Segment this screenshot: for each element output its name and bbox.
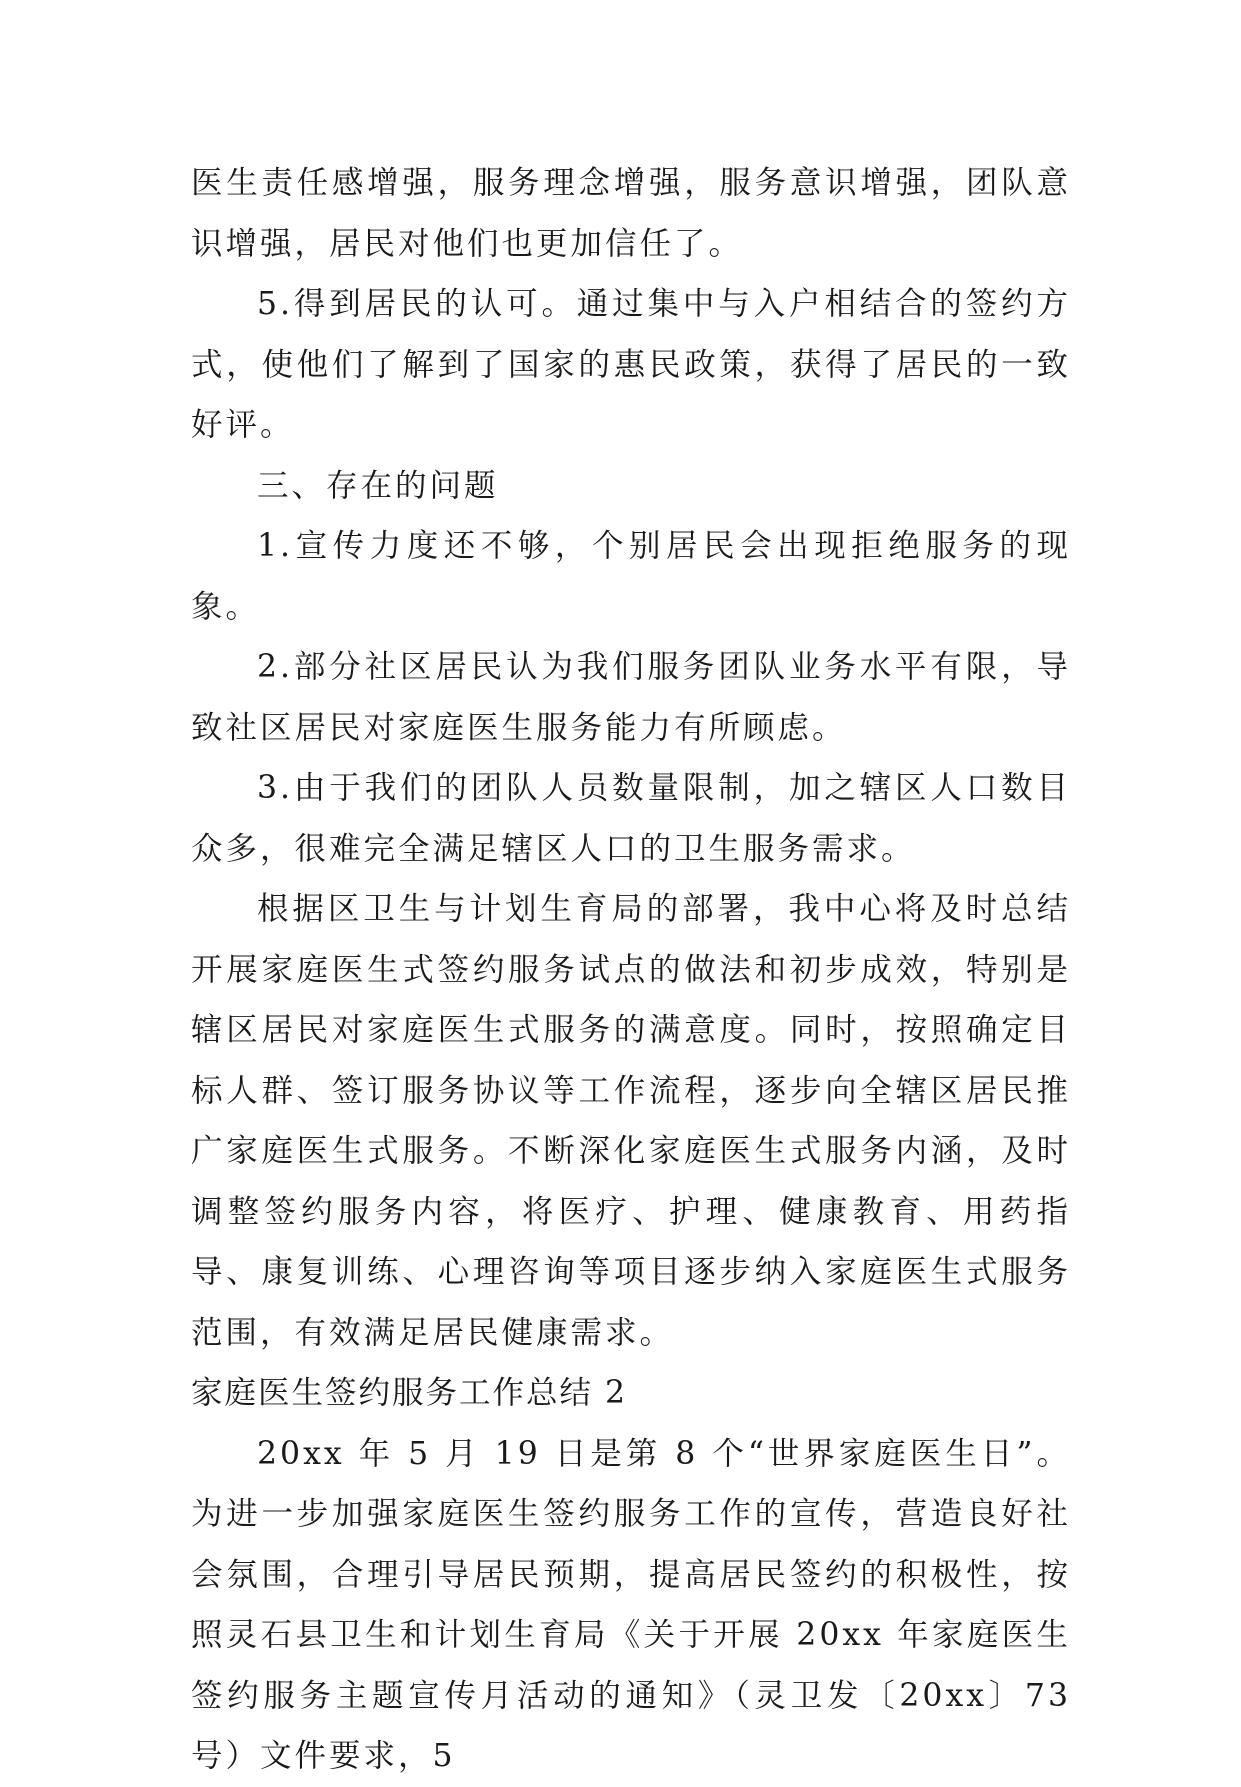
paragraph-plan: 根据区卫生与计划生育局的部署，我中心将及时总结开展家庭医生式签约服务试点的做法和初步成效，特别是辖区居民对家庭医生式服务的满意度。同时，按照确定目标人群、签订服务协议等工作流程，逐步向全辖区居民推广家庭医生式服务。不断深化家庭医生式服务内涵，及时调整签约服务内容，将医疗、护理、健康教育、用药指导、康复训练、心理咨询等项目逐步纳入家庭医生式服务范围，有效满足居民健康需求。 xyxy=(191,891,1071,1351)
document-body xyxy=(191,153,1071,1787)
paragraph-2: 5.得到居民的认可。通过集中与入户相结合的签约方式，使他们了解到了国家的惠民政策，获得了居民的一致好评。 xyxy=(191,286,1071,443)
paragraph-1: 医生责任感增强，服务理念增强，服务意识增强，团队意识增强，居民对他们也更加信任了。 xyxy=(191,165,1071,262)
paragraph-problem-3: 3.由于我们的团队人员数量限制，加之辖区人口数目众多，很难完全满足辖区人口的卫生服务需求。 xyxy=(191,770,1071,867)
section-heading-problems: 三、存在的问题 xyxy=(257,467,499,504)
paragraph-problem-1: 1.宣传力度还不够，个别居民会出现拒绝服务的现象。 xyxy=(191,528,1071,625)
paragraph-problem-2: 2.部分社区居民认为我们服务团队业务水平有限，导致社区居民对家庭医生服务能力有所顾虑。 xyxy=(191,649,1071,746)
paragraph-intro-2: 20xx 年 5 月 19 日是第 8 个“世界家庭医生日”。为进一步加强家庭医生签约服务工作的宣传，营造良好社会氛围，合理引导居民预期，提高居民签约的积极性，按照灵石县卫生和计划生育局《关于开展 20xx 年家庭医生签约服务主题宣传月活动的通知》（灵卫发〔20xx〕73 号）文件要求，5 xyxy=(191,1435,1071,1774)
section-title: 家庭医生签约服务工作总结 2 xyxy=(191,1375,628,1411)
